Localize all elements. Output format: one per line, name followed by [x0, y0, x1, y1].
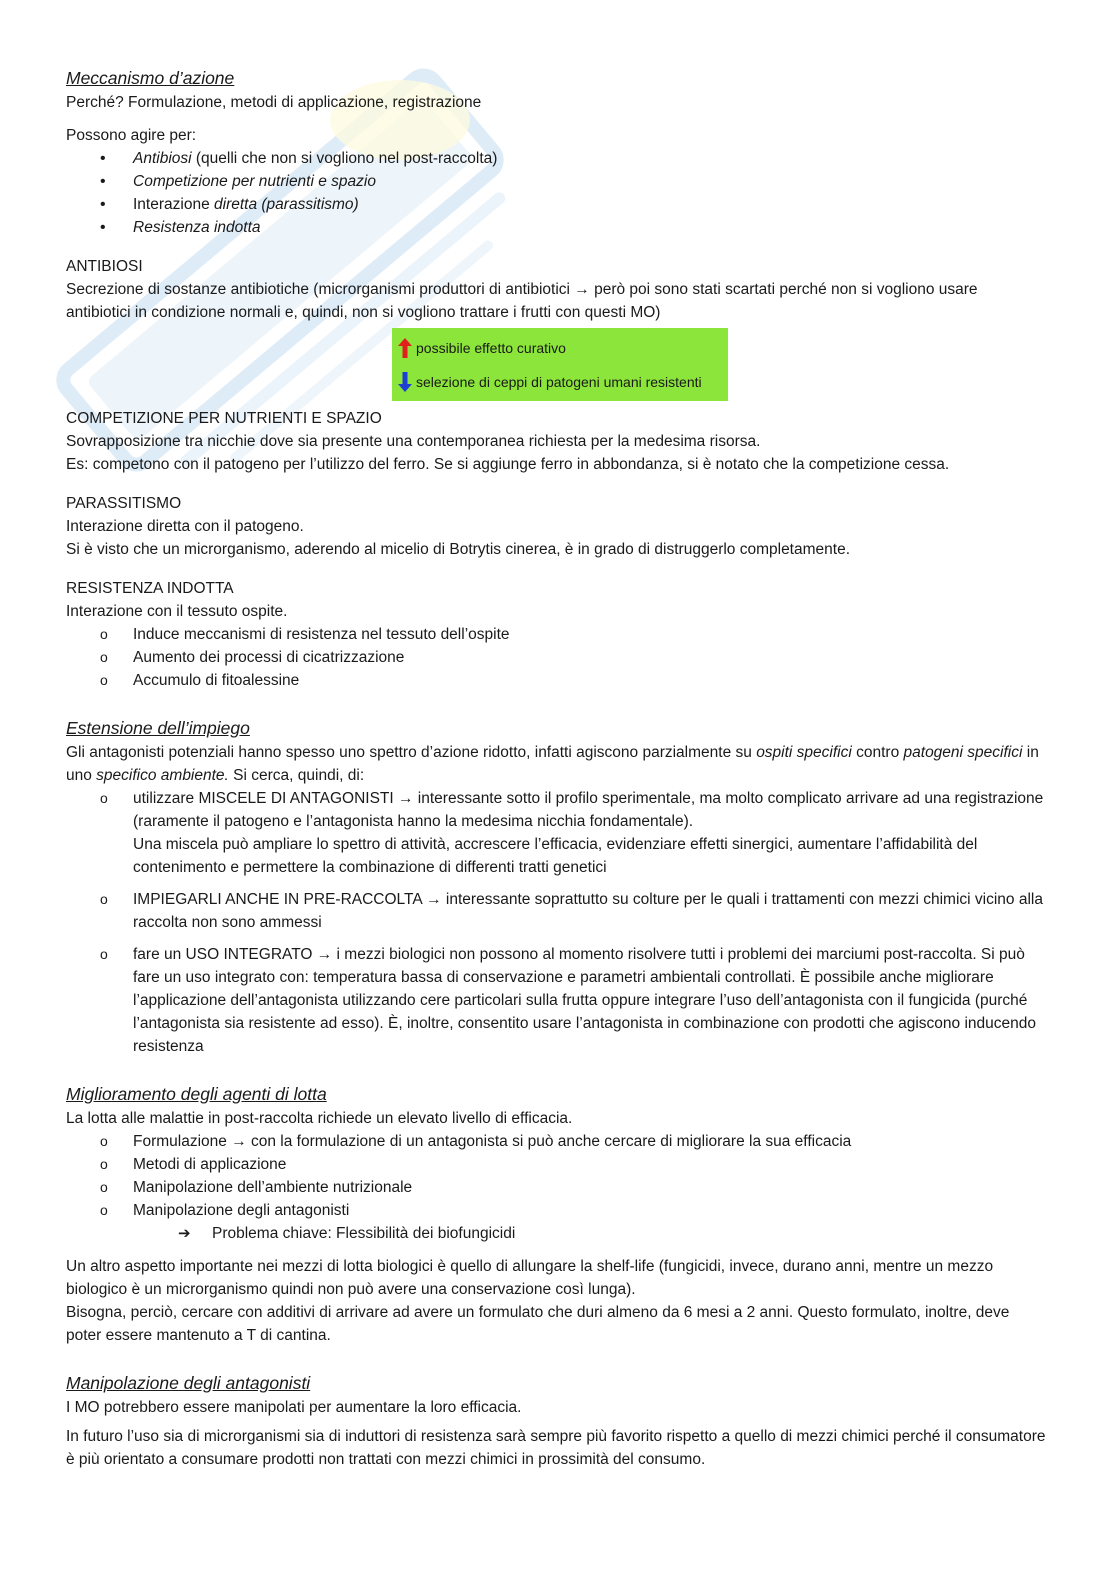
highlight-box: [392, 328, 728, 401]
list-item: o Manipolazione dell’ambiente nutrizionale: [66, 1176, 1046, 1199]
box-row-down: selezione di ceppi di patogeni umani resistenti: [398, 365, 722, 399]
list-intro: Possono agire per:: [66, 127, 197, 144]
paragraph: In futuro l’uso sia di microrganismi sia di induttori di resistenza sarà sempre più favorito rispetto a quello di mezzi chimici perché il consumatore è più orientato a consumare prodotti non trattati con mezzi chimici in prossimità del consumo.: [66, 1428, 1046, 1468]
paragraph: Es: competono con il patogeno per l’utilizzo del ferro. Se si aggiunge ferro in abbondanza, si è notato che la competizione cessa.: [66, 456, 950, 473]
paragraph: La lotta alle malattie in post-raccolta richiede un elevato livello di efficacia.: [66, 1110, 573, 1127]
list-item: o fare un USO INTEGRATO → i mezzi biologici non possono al momento risolvere tutti i problemi dei marciumi post-raccolta. Si può fare un uso integrato con: temperatura bassa di conservazione e parametri ambientali controllati. È possibile anche migliorare l’applicazione dell’antagonista utilizzando cere particolari sulla frutta oppure integrare l’uso dell’antagonista con il fungicida (purché l’antagonista sia resistente ad esso). È, inoltre, consentito usare l’antagonista in combinazione con prodotti che agiscono inducendo resistenza: [66, 943, 1046, 1058]
list-item: • Resistenza indotta: [66, 216, 1046, 239]
miglioramento-list: [66, 1130, 1046, 1245]
section-title-miglioramento: Miglioramento degli agenti di lotta: [66, 1084, 327, 1104]
paragraph: Interazione con il tessuto ospite.: [66, 603, 288, 620]
arrow-list-item: ➔ Problema chiave: Flessibilità dei biofungicidi: [66, 1222, 1046, 1245]
paragraph: Bisogna, perciò, cercare con additivi di arrivare ad avere un formulato che duri almeno da 6 mesi a 2 anni. Questo formulato, inoltre, deve poter essere mantenuto a T di cantina.: [66, 1304, 1010, 1344]
list-item: o utilizzare MISCELE DI ANTAGONISTI → interessante sotto il profilo sperimentale, ma molto complicato arrivare ad una registrazione (raramente il patogeno e l’antagonista hanno la medesima nicchia fondamentale). Una miscela può ampliare lo spettro di attività, accrescere l’efficacia, evidenziare effetti sinergici, aumentare l’affidabilità del contenimento e permettere la combinazione di differenti tratti genetici: [66, 787, 1046, 879]
document-page: [66, 66, 1046, 1471]
list-item: • Competizione per nutrienti e spazio: [66, 170, 1046, 193]
subheading-competizione: COMPETIZIONE PER NUTRIENTI E SPAZIO: [66, 410, 382, 427]
list-item: o Aumento dei processi di cicatrizzazione: [66, 646, 1046, 669]
box-row-up: possibile effetto curativo: [398, 331, 722, 365]
list-item: o Manipolazione degli antagonisti: [66, 1199, 1046, 1222]
section-title-manipolazione: Manipolazione degli antagonisti: [66, 1373, 311, 1393]
list-item: • Antibiosi (quelli che non si vogliono nel post-raccolta): [66, 147, 1046, 170]
paragraph: Si è visto che un microrganismo, aderendo al micelio di Botrytis cinerea, è in grado di distruggerlo completamente.: [66, 541, 850, 558]
mechanism-list: [66, 147, 1046, 239]
section-title-estensione: Estensione dell’impiego: [66, 718, 250, 738]
subheading-antibiosi: ANTIBIOSI: [66, 258, 143, 275]
list-item: o Formulazione → con la formulazione di un antagonista si può anche cercare di migliorare la sua efficacia: [66, 1130, 1046, 1153]
list-item: o Metodi di applicazione: [66, 1153, 1046, 1176]
list-item: o Induce meccanismi di resistenza nel tessuto dell’ospite: [66, 623, 1046, 646]
arrow-up-icon: [398, 338, 412, 358]
paragraph: Secrezione di sostanze antibiotiche (microrganismi produttori di antibiotici → però poi sono stati scartati perché non si vogliono usare antibiotici in condizione normali e, quindi, non si vogliono trattare i frutti con questi MO): [66, 281, 978, 321]
list-item: o IMPIEGARLI ANCHE IN PRE-RACCOLTA → interessante soprattutto su colture per le quali i trattamenti con mezzi chimici vicino alla raccolta non sono ammessi: [66, 888, 1046, 934]
arrow-down-icon: [398, 372, 412, 392]
section-subtitle: Perché? Formulazione, metodi di applicazione, registrazione: [66, 94, 482, 111]
paragraph: Sovrapposizione tra nicchie dove sia presente una contemporanea richiesta per la medesima risorsa.: [66, 433, 761, 450]
section-title-meccanismo: Meccanismo d’azione: [66, 68, 235, 88]
estensione-list: [66, 787, 1046, 1058]
resistenza-list: [66, 623, 1046, 692]
list-item: • Interazione diretta (parassitismo): [66, 193, 1046, 216]
paragraph: I MO potrebbero essere manipolati per aumentare la loro efficacia.: [66, 1399, 522, 1416]
list-item: o Accumulo di fitoalessine: [66, 669, 1046, 692]
paragraph: Gli antagonisti potenziali hanno spesso uno spettro d’azione ridotto, infatti agiscono parzialmente su ospiti specifici contro patogeni specifici in uno specifico ambiente. Si cerca, quindi, di:: [66, 744, 1039, 784]
subheading-resistenza: RESISTENZA INDOTTA: [66, 580, 234, 597]
paragraph: Interazione diretta con il patogeno.: [66, 518, 304, 535]
subheading-parassitismo: PARASSITISMO: [66, 495, 182, 512]
paragraph: Un altro aspetto importante nei mezzi di lotta biologici è quello di allungare la shelf-life (fungicidi, invece, durano anni, mentre un mezzo biologico è un microrganismo quindi non può avere una conservazione così lunga).: [66, 1258, 994, 1298]
